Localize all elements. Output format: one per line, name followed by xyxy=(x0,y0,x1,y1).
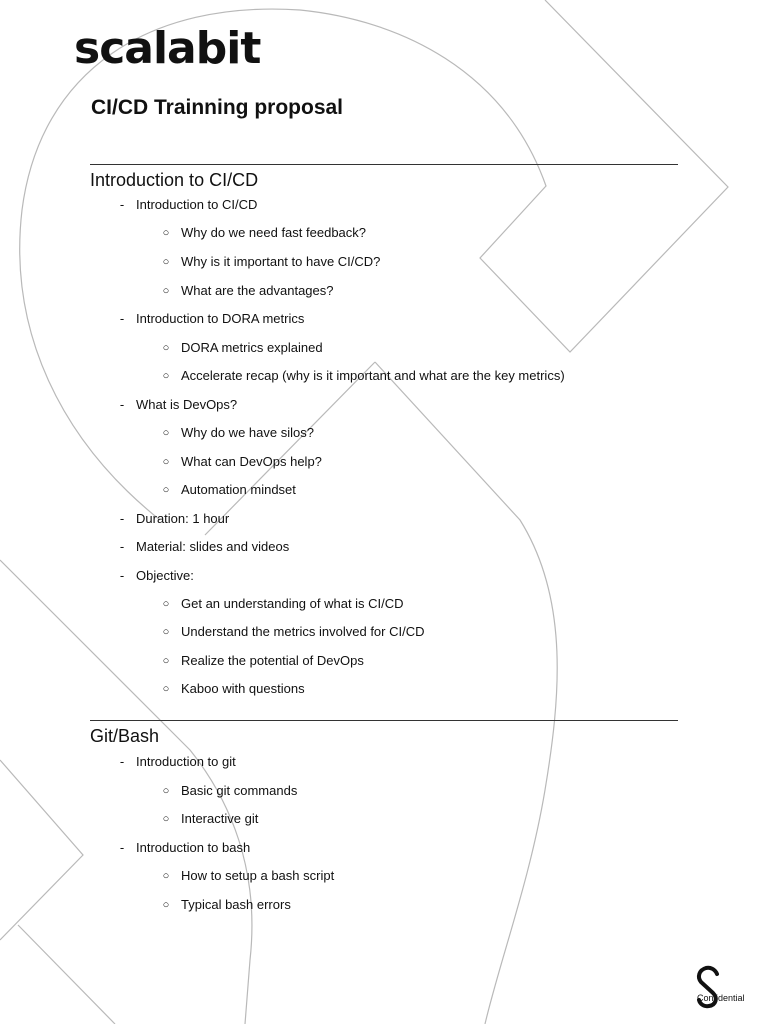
circle-bullet-icon: ○ xyxy=(162,683,170,695)
circle-bullet-icon: ○ xyxy=(162,870,170,882)
list-item: ○ Realize the potential of DevOps xyxy=(181,653,364,669)
section-intro-cicd xyxy=(90,164,678,191)
list-item: - Introduction to DORA metrics xyxy=(136,311,304,327)
circle-bullet-icon: ○ xyxy=(162,456,170,468)
page-title: CI/CD Trainning proposal xyxy=(91,96,344,119)
circle-bullet-icon: ○ xyxy=(162,370,170,382)
confidential-label: Confidential xyxy=(697,993,745,1003)
list-item: ○ Get an understanding of what is CI/CD xyxy=(181,596,404,612)
list-item: - Introduction to git xyxy=(136,754,236,770)
circle-bullet-icon: ○ xyxy=(162,899,170,911)
list-item: ○ DORA metrics explained xyxy=(181,340,323,356)
list-item: ○ Why do we need fast feedback? xyxy=(181,225,366,241)
dash-bullet: - xyxy=(119,197,125,212)
dash-bullet: - xyxy=(119,568,125,583)
circle-bullet-icon: ○ xyxy=(162,427,170,439)
section-git-bash xyxy=(90,720,678,747)
dash-bullet: - xyxy=(119,397,125,412)
list-item: - Introduction to CI/CD xyxy=(136,197,257,213)
dash-bullet: - xyxy=(119,511,125,526)
circle-bullet-icon: ○ xyxy=(162,227,170,239)
section-divider xyxy=(90,720,678,721)
dash-bullet: - xyxy=(119,840,125,855)
section-divider xyxy=(90,164,678,165)
circle-bullet-icon: ○ xyxy=(162,626,170,638)
list-item: - Material: slides and videos xyxy=(136,539,289,555)
section-heading: Git/Bash xyxy=(90,726,160,746)
circle-bullet-icon: ○ xyxy=(162,813,170,825)
list-item: ○ Understand the metrics involved for CI/CD xyxy=(181,624,424,640)
list-item: ○ Basic git commands xyxy=(181,783,297,799)
list-item: ○ Typical bash errors xyxy=(181,897,291,913)
circle-bullet-icon: ○ xyxy=(162,785,170,797)
dash-bullet: - xyxy=(119,539,125,554)
dash-bullet: - xyxy=(119,754,125,769)
circle-bullet-icon: ○ xyxy=(162,342,170,354)
section-heading: Introduction to CI/CD xyxy=(90,170,259,190)
list-item: ○ Automation mindset xyxy=(181,482,296,498)
list-item: ○ Why is it important to have CI/CD? xyxy=(181,254,380,270)
circle-bullet-icon: ○ xyxy=(162,655,170,667)
list-item: ○ What can DevOps help? xyxy=(181,454,322,470)
list-item: ○ How to setup a bash script xyxy=(181,868,334,884)
list-item: - Introduction to bash xyxy=(136,840,250,856)
list-item: ○ What are the advantages? xyxy=(181,283,334,299)
circle-bullet-icon: ○ xyxy=(162,484,170,496)
list-item: ○ Kaboo with questions xyxy=(181,681,305,697)
circle-bullet-icon: ○ xyxy=(162,256,170,268)
scalabit-logo: scalabit xyxy=(74,23,261,74)
list-item: ○ Accelerate recap (why is it important and what are the key metrics) xyxy=(181,368,565,384)
dash-bullet: - xyxy=(119,311,125,326)
list-item: - What is DevOps? xyxy=(136,397,237,413)
list-item: - Objective: xyxy=(136,568,194,584)
circle-bullet-icon: ○ xyxy=(162,285,170,297)
circle-bullet-icon: ○ xyxy=(162,598,170,610)
list-item: ○ Why do we have silos? xyxy=(181,425,314,441)
list-item: - Duration: 1 hour xyxy=(136,511,229,527)
list-item: ○ Interactive git xyxy=(181,811,258,827)
